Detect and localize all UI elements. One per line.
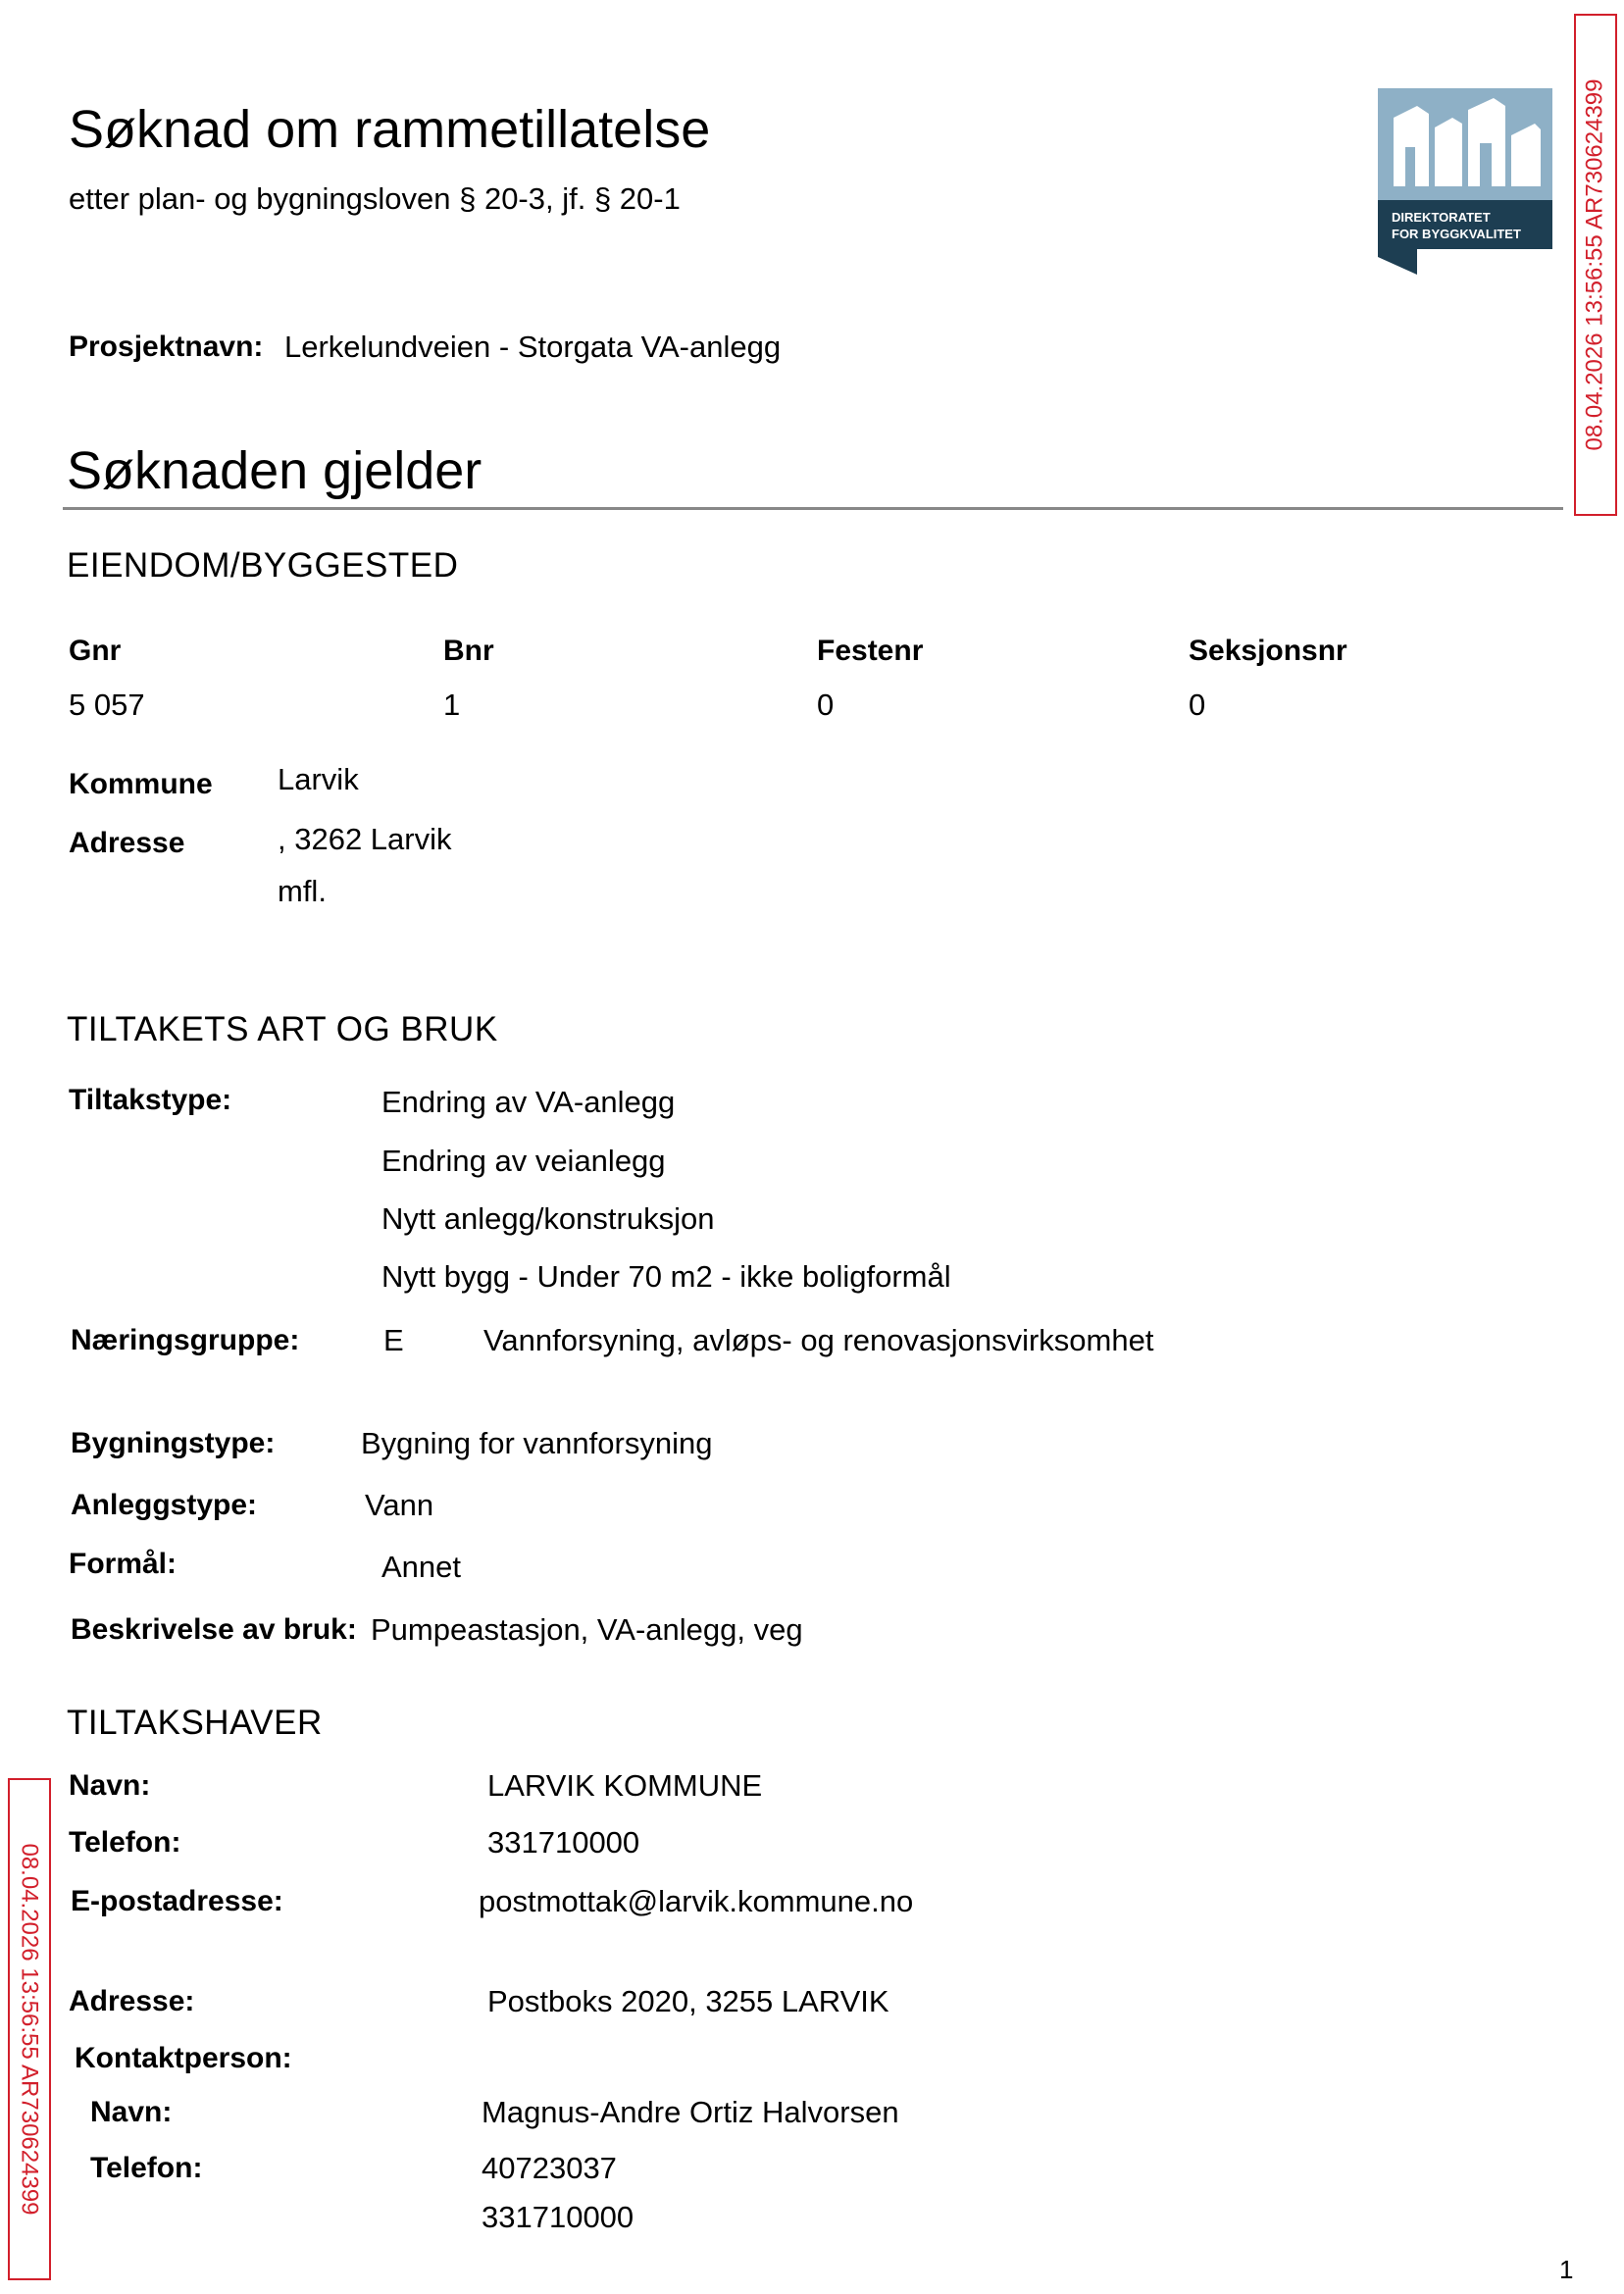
tiltakshaver-navn-value: LARVIK KOMMUNE: [487, 1768, 763, 1803]
page-number: 1: [1559, 2255, 1574, 2284]
seksjonsnr-value: 0: [1189, 688, 1206, 722]
property-heading: EIENDOM/BYGGESTED: [67, 546, 459, 585]
project-label: Prosjektnavn:: [69, 331, 264, 363]
kontakt-telefon-label: Telefon:: [90, 2152, 203, 2184]
bygningstype-value: Bygning for vannforsyning: [361, 1426, 713, 1460]
tiltakstype-label: Tiltakstype:: [69, 1084, 232, 1116]
adresse-label: Adresse: [69, 827, 185, 859]
beskrivelse-value: Pumpeastasjon, VA-anlegg, veg: [371, 1612, 803, 1647]
tiltakshaver-epost-value: postmottak@larvik.kommune.no: [479, 1884, 914, 1918]
formal-value: Annet: [381, 1550, 462, 1584]
tiltak-heading: TILTAKETS ART OG BRUK: [67, 1010, 498, 1048]
document-title: Søknad om rammetillatelse: [69, 100, 711, 159]
timestamp-stamp-top: 08.04.2026 13:56:55 AR730624399: [1574, 14, 1617, 516]
gnr-value: 5 057: [69, 688, 145, 722]
svg-text:DIREKTORATET: DIREKTORATET: [1392, 210, 1491, 225]
tiltakshaver-epost-label: E-postadresse:: [71, 1885, 283, 1917]
tiltakstype-item: Nytt anlegg/konstruksjon: [381, 1201, 715, 1236]
formal-label: Formål:: [69, 1548, 178, 1580]
section-divider: [63, 507, 1563, 510]
anleggstype-value: Vann: [365, 1488, 434, 1522]
tiltakshaver-adresse-label: Adresse:: [69, 1985, 195, 2017]
kontakt-navn-value: Magnus-Andre Ortiz Halvorsen: [482, 2095, 899, 2129]
naeringsgruppe-value: Vannforsyning, avløps- og renovasjonsvirksomhet: [483, 1323, 1154, 1357]
gnr-label: Gnr: [69, 635, 122, 667]
section-title: Søknaden gjelder: [67, 441, 482, 500]
beskrivelse-label: Beskrivelse av bruk:: [71, 1613, 357, 1646]
festenr-label: Festenr: [817, 635, 924, 667]
tiltakshaver-heading: TILTAKSHAVER: [67, 1704, 323, 1742]
adresse-extra: mfl.: [278, 874, 327, 908]
kontakt-navn-label: Navn:: [90, 2096, 173, 2128]
document-subtitle: etter plan- og bygningsloven § 20-3, jf. § 20-1: [69, 181, 681, 216]
naeringsgruppe-code: E: [383, 1323, 404, 1357]
kontakt-telefon-value: 40723037: [482, 2151, 617, 2185]
tiltakstype-item: Endring av veianlegg: [381, 1144, 666, 1178]
dibk-logo-icon: [1378, 88, 1552, 275]
kommune-label: Kommune: [69, 768, 213, 800]
tiltakstype-item: Nytt bygg - Under 70 m2 - ikke boligformål: [381, 1259, 951, 1294]
adresse-value: , 3262 Larvik: [278, 822, 452, 856]
tiltakshaver-telefon-value: 331710000: [487, 1825, 640, 1860]
dibk-logo: [1378, 88, 1552, 275]
seksjonsnr-label: Seksjonsnr: [1189, 635, 1347, 667]
tiltakshaver-navn-label: Navn:: [69, 1769, 151, 1802]
svg-text:FOR BYGGKVALITET: FOR BYGGKVALITET: [1392, 227, 1521, 241]
kontaktperson-label: Kontaktperson:: [75, 2042, 292, 2074]
kontakt-telefon-value-2: 331710000: [482, 2200, 634, 2234]
project-value: Lerkelundveien - Storgata VA-anlegg: [284, 330, 782, 364]
bygningstype-label: Bygningstype:: [71, 1427, 276, 1459]
bnr-label: Bnr: [443, 635, 494, 667]
anleggstype-label: Anleggstype:: [71, 1489, 258, 1521]
tiltakshaver-adresse-value: Postboks 2020, 3255 LARVIK: [487, 1984, 889, 2018]
naeringsgruppe-label: Næringsgruppe:: [71, 1324, 300, 1356]
tiltakstype-item: Endring av VA-anlegg: [381, 1085, 676, 1119]
festenr-value: 0: [817, 688, 835, 722]
timestamp-stamp-bottom: 08.04.2026 13:56:55 AR730624399: [8, 1778, 51, 2280]
tiltakshaver-telefon-label: Telefon:: [69, 1826, 181, 1859]
bnr-value: 1: [443, 688, 461, 722]
kommune-value: Larvik: [278, 762, 359, 796]
